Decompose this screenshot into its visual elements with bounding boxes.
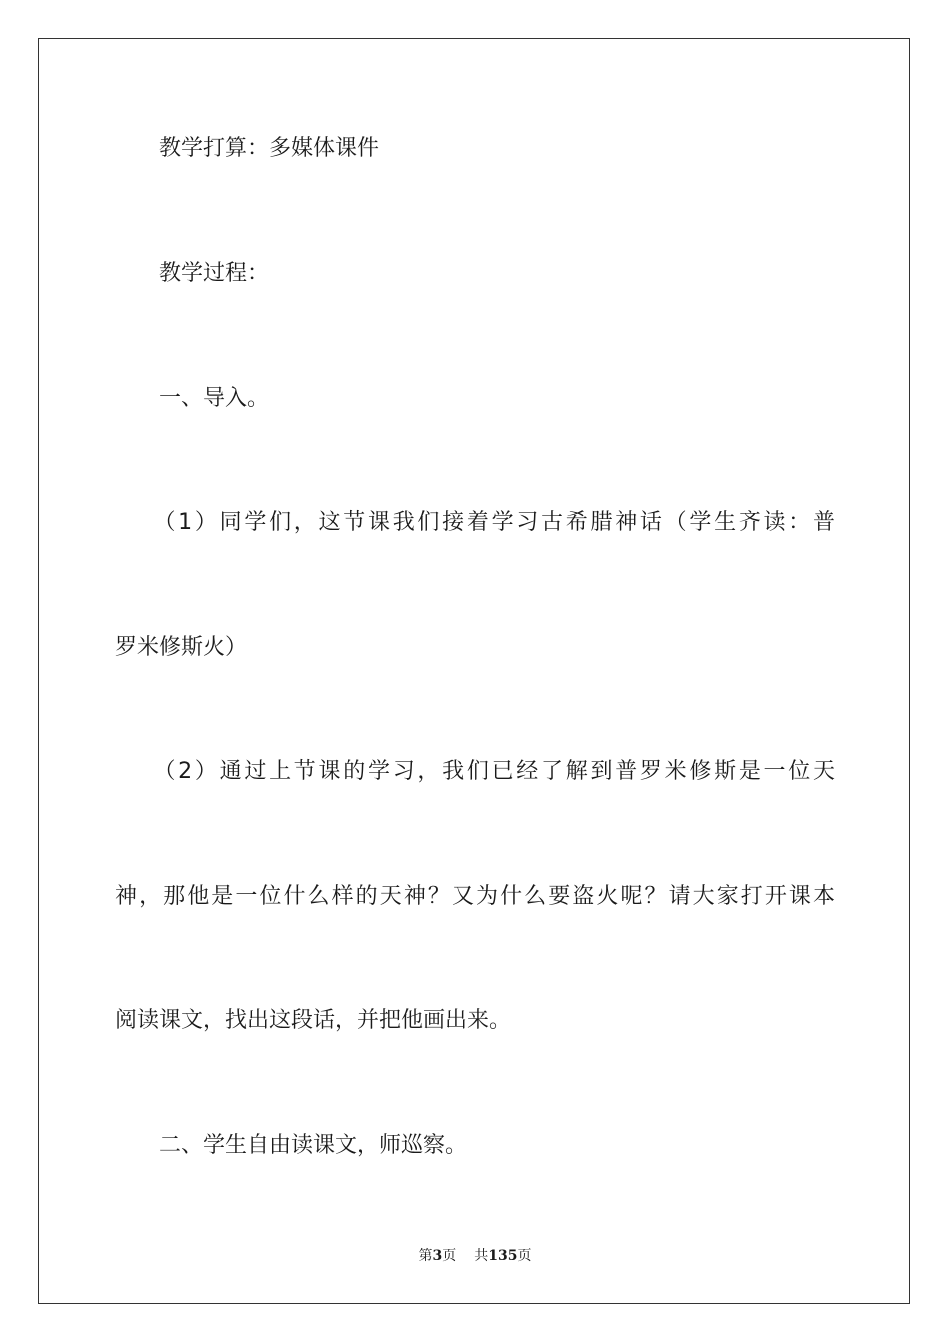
total-prefix: 共	[474, 1248, 489, 1264]
page-border	[38, 38, 910, 1304]
teaching-process-heading: 教学过程：	[115, 261, 270, 286]
paragraph-1-line-1: （1）同学们，这节课我们接着学习古希腊神话（学生齐读：普	[115, 510, 835, 535]
paragraph-2-line-2: 神，那他是一位什么样的天神？又为什么要盗火呢？请大家打开课本	[115, 884, 835, 909]
paragraph-1-line-2: 罗米修斯火）	[115, 635, 248, 660]
page-number: 3	[432, 1248, 443, 1264]
paragraph-2-line-1: （2）通过上节课的学习，我们已经了解到普罗米修斯是一位天	[115, 759, 835, 784]
page-prefix: 第	[418, 1248, 433, 1264]
section-one-heading: 一、导入。	[115, 386, 270, 411]
page-suffix: 页	[442, 1248, 457, 1264]
page-footer	[0, 1247, 950, 1265]
section-two-heading: 二、学生自由读课文，师巡察。	[115, 1133, 468, 1158]
teaching-preparation-line: 教学打算：多媒体课件	[115, 136, 380, 161]
total-pages: 135	[488, 1248, 518, 1264]
total-suffix: 页	[517, 1248, 532, 1264]
paragraph-2-line-3: 阅读课文，找出这段话，并把他画出来。	[115, 1008, 512, 1033]
